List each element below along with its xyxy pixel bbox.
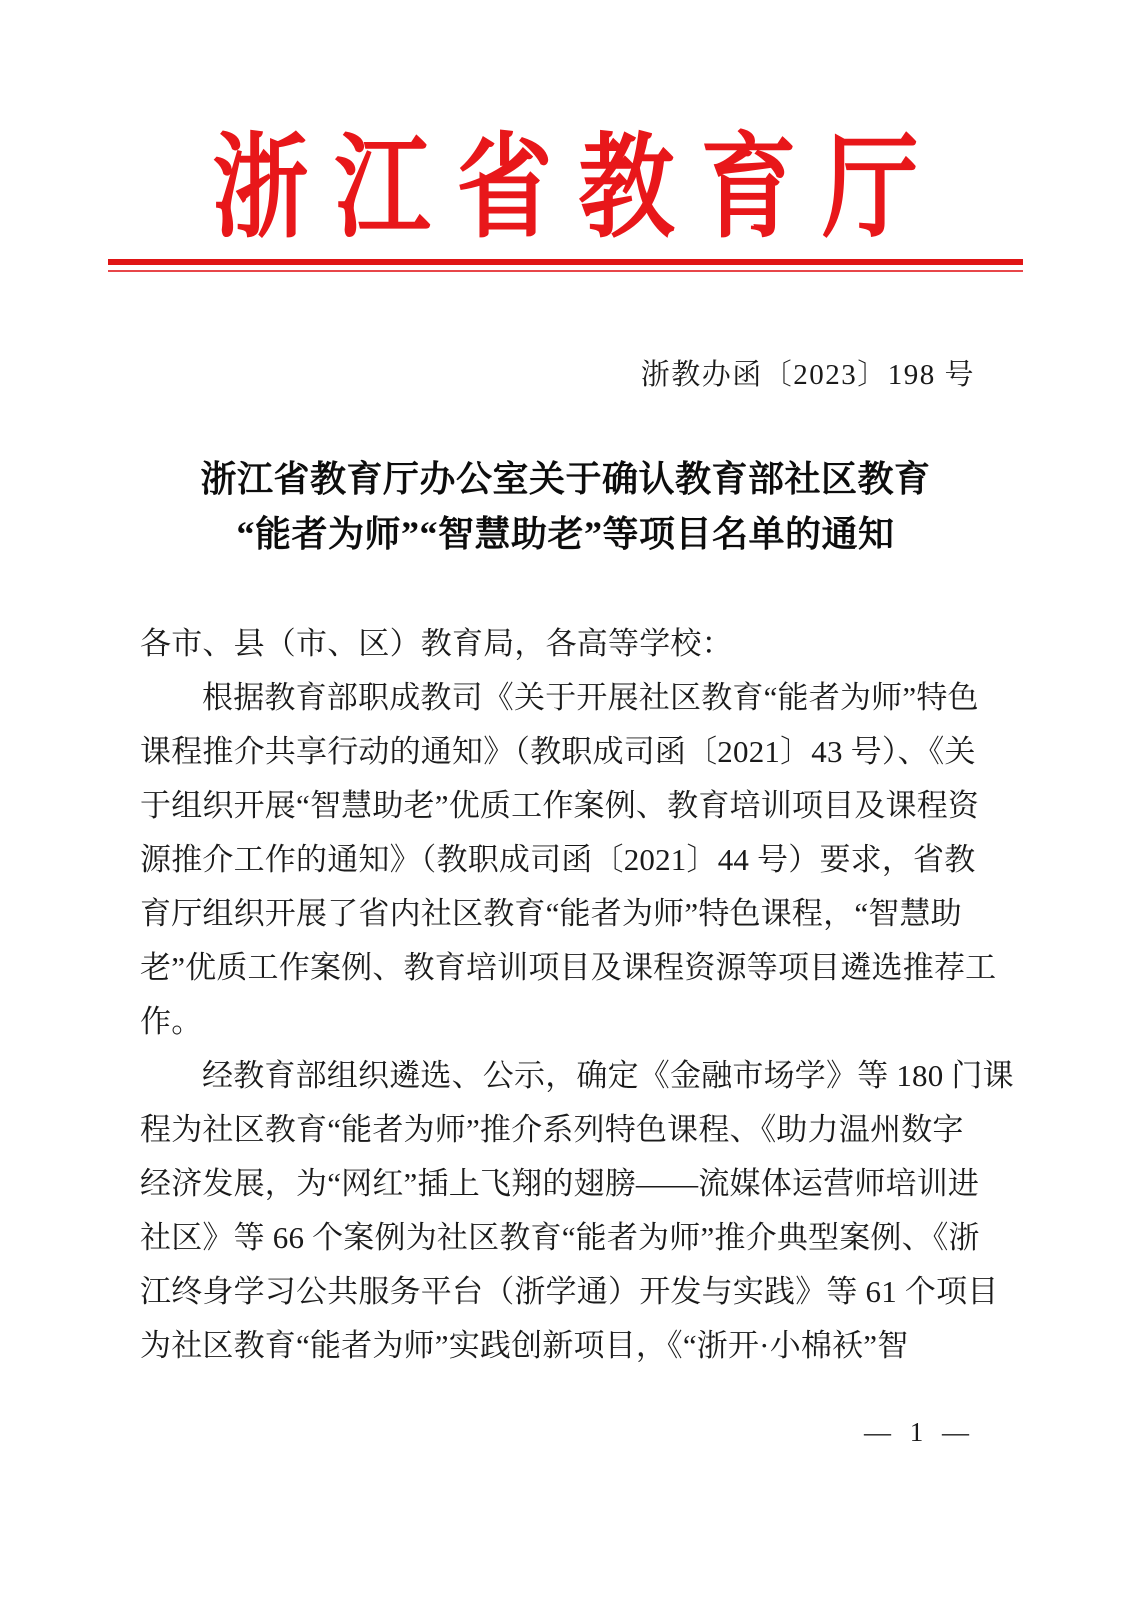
- body-line: 经教育部组织遴选、公示，确定《金融市场学》等 180 门课: [202, 1058, 1014, 1093]
- title-line-1: 浙江省教育厅办公室关于确认教育部社区教育: [200, 459, 931, 499]
- body-line: 老”优质工作案例、教育培训项目及课程资源等项目遴选推荐工: [140, 950, 997, 985]
- document-body: [140, 617, 1014, 1373]
- body-line: 社区》等 66 个案例为社区教育“能者为师”推介典型案例、《浙: [140, 1220, 980, 1255]
- page-title: [120, 452, 1011, 562]
- body-line: 江终身学习公共服务平台（浙学通）开发与实践》等 61 个项目: [140, 1274, 999, 1309]
- body-line: 为社区教育“能者为师”实践创新项目，《“浙开·小棉袄”智: [140, 1328, 909, 1363]
- salutation: 各市、县（市、区）教育局，各高等学校：: [140, 626, 733, 661]
- body-line: 程为社区教育“能者为师”推介系列特色课程、《助力温州数字: [140, 1112, 964, 1147]
- body-line: 育厅组织开展了省内社区教育“能者为师”特色课程，“智慧助: [140, 896, 962, 931]
- body-line: 作。: [140, 1004, 203, 1039]
- body-line: 源推介工作的通知》（教职成司函〔2021〕44 号）要求，省教: [140, 842, 976, 877]
- body-line: 根据教育部职成教司《关于开展社区教育“能者为师”特色: [202, 680, 979, 715]
- document-number: 浙教办函〔2023〕198 号: [640, 359, 975, 391]
- body-line: 于组织开展“智慧助老”优质工作案例、教育培训项目及课程资: [140, 788, 980, 823]
- body-line: 课程推介共享行动的通知》（教职成司函〔2021〕43 号）、《关: [140, 734, 976, 769]
- masthead: [0, 124, 1131, 252]
- issuing-organization-title: 浙江省教育厅: [212, 124, 945, 252]
- rule-thin-line: [108, 270, 1023, 272]
- title-line-2: “能者为师”“智慧助老”等项目名单的通知: [236, 514, 895, 554]
- body-line: 经济发展，为“网红”插上飞翔的翅膀——流媒体运营师培训进: [140, 1166, 980, 1201]
- page-number-footer: — 1 —: [864, 1417, 975, 1447]
- masthead-red-rule: [108, 259, 1023, 272]
